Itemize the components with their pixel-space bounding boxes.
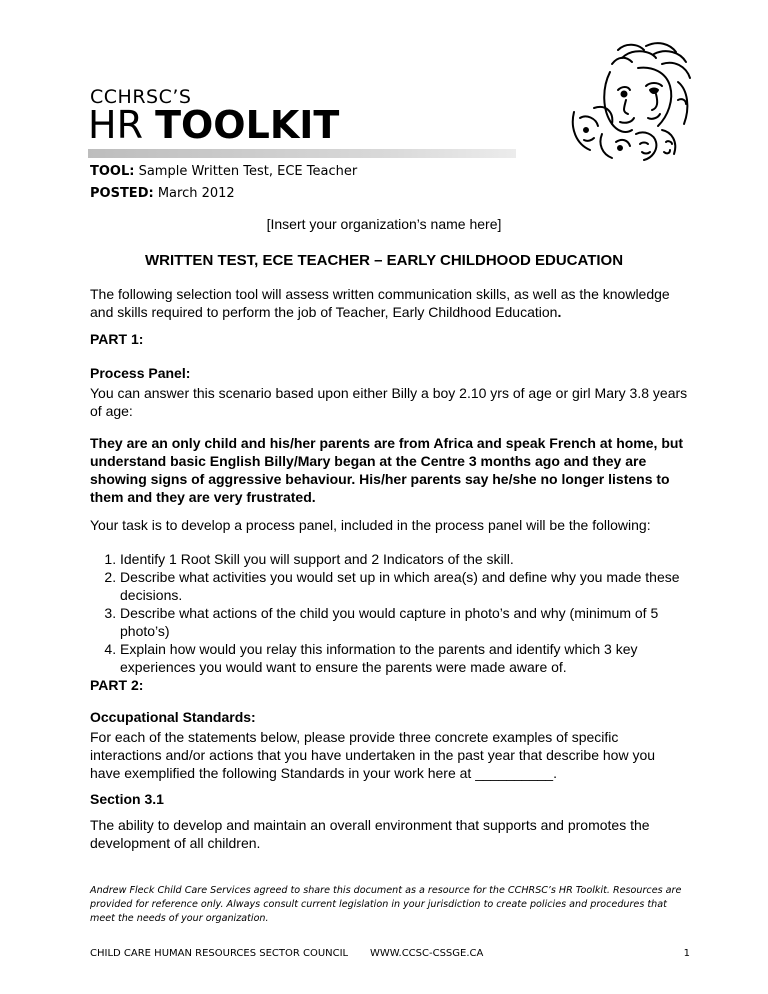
- section-text: The ability to develop and maintain an overall environment that supports and promotes the development of all children.: [90, 817, 650, 851]
- list-item: 1. Identify 1 Root Skill you will support and 2 Indicators of the skill.: [120, 550, 688, 568]
- tool-label: TOOL:: [90, 164, 135, 179]
- list-item: 3. Describe what actions of the child you would capture in photo’s and why (minimum of 5 photo’s): [120, 604, 688, 640]
- posted-label: POSTED:: [90, 186, 154, 201]
- part1-subheading: Process Panel:: [90, 365, 191, 381]
- footer-website: WWW.CCSC-CSSGE.CA: [370, 948, 484, 959]
- section-heading: Section 3.1: [90, 791, 164, 807]
- part1-task: Your task is to develop a process panel, included in the process panel will be the following:: [90, 517, 651, 533]
- part1-bold-scenario: They are an only child and his/her parents are from Africa and speak French at home, but understand basic English Billy/Mary began at the Centre 3 months ago and they are showing signs of aggressive behaviour. His/her parents say he/she no longer listens to them and they are very frustrated.: [90, 435, 684, 505]
- part1-heading: PART 1:: [90, 331, 144, 347]
- intro-paragraph: [90, 285, 688, 321]
- org-placeholder: [Insert your organization’s name here]: [266, 216, 502, 232]
- part2-text: For each of the statements below, please provide three concrete examples of specific interactions and/or actions that you have undertaken in the past year that describe how you have exemplified the following Standards in your work here at __________.: [90, 729, 656, 781]
- brand-hr: HR: [88, 103, 143, 147]
- intro-text: The following selection tool will assess written communication skills, as well as the knowledge and skills required to perform the job of Teacher, Early Childhood Education: [90, 286, 670, 320]
- footer-council: CHILD CARE HUMAN RESOURCES SECTOR COUNCIL: [90, 948, 349, 959]
- part2-subheading: Occupational Standards:: [90, 709, 256, 725]
- brand-prefix: CCHRSC’S: [90, 86, 192, 108]
- posted-line: [90, 186, 235, 201]
- page-number: 1: [683, 948, 690, 959]
- header-rule: [88, 149, 516, 158]
- tool-line: [90, 164, 357, 179]
- document-title: WRITTEN TEST, ECE TEACHER – EARLY CHILDHOOD EDUCATION: [144, 252, 624, 269]
- part1-scenario: You can answer this scenario based upon either Billy a boy 2.10 yrs of age or girl Mary 3.8 years of age:: [90, 385, 688, 419]
- list-item: 4. Explain how would you relay this information to the parents and identify which 3 key experiences you would want to ensure the parents were made aware of.: [120, 640, 688, 676]
- list-item: 2. Describe what activities you would set up in which area(s) and define why you made these decisions.: [120, 568, 688, 604]
- intro-period: .: [557, 304, 562, 320]
- posted-value: March 2012: [157, 186, 235, 201]
- brand-toolkit: TOOLKIT: [155, 103, 340, 147]
- footer-disclaimer: Andrew Fleck Child Care Services agreed to share this document as a resource for the CCHRSC’s HR Toolkit. Resources are provided for reference only. Always consult current legislation in your jurisdiction to create policies and procedures that meet the needs of your organization.: [90, 885, 682, 924]
- tool-value: Sample Written Test, ECE Teacher: [138, 164, 358, 179]
- brand-title: [88, 103, 340, 147]
- part2-heading: PART 2:: [90, 677, 144, 693]
- task-list: [98, 550, 688, 676]
- faces-illustration-icon: [566, 38, 700, 162]
